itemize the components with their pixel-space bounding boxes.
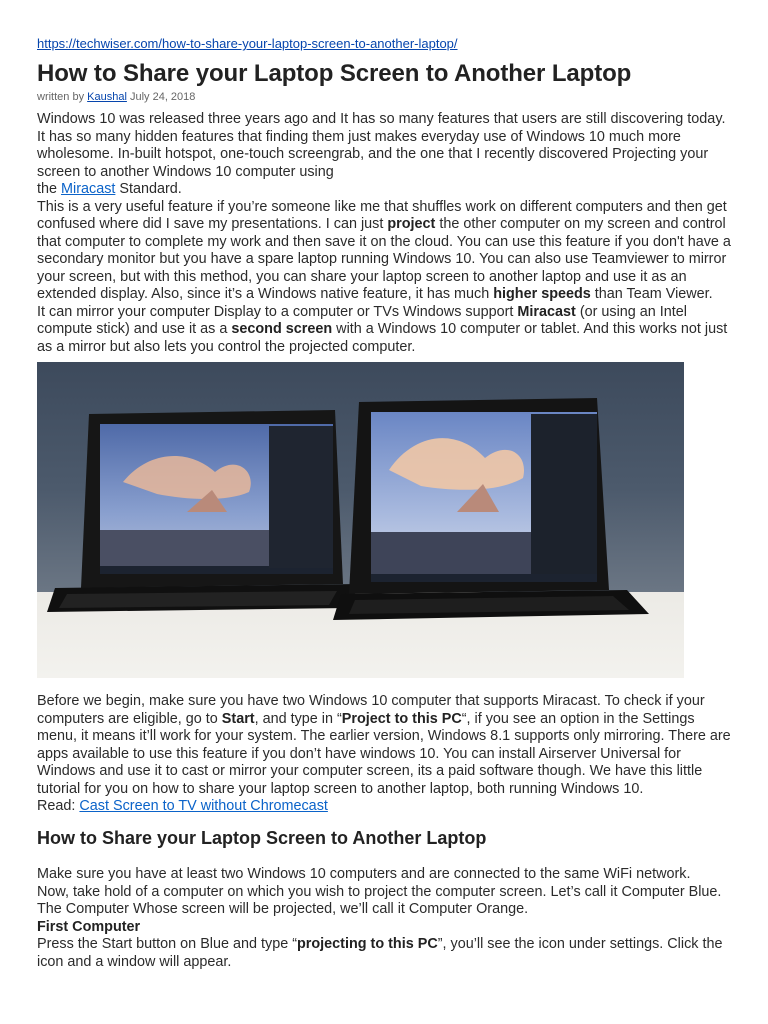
- steps-paragraph-2: Now, take hold of a computer on which you wish to project the computer screen. Let’s call it Computer Blue. The Computer Whose screen will be projected, we’ll call it Computer Orange.: [37, 883, 722, 917]
- step3-text-a: Press the Start button on Blue and type “: [37, 936, 297, 952]
- req-text-c: , and type in “: [254, 710, 342, 727]
- author-link[interactable]: Kaushal: [87, 91, 127, 103]
- first-computer-label: First Computer: [37, 918, 141, 935]
- intro-p2-bold-project: project: [387, 216, 436, 232]
- article-title: How to Share your Laptop Screen to Another Laptop: [37, 60, 632, 87]
- read-label: Read:: [37, 798, 76, 814]
- intro-p1-end: Standard.: [119, 181, 182, 197]
- steps-paragraph-1: Make sure you have at least two Windows 10 computers and are connected to the same WiFi network.: [37, 866, 691, 882]
- req-text-d: “, if you see an option in the Settings menu, it means it’ll work for your system. The earlier version, Windows 8.1 supports only mirroring. There are apps available to use this feature if you don’t have windows 10. You can install Airserver Universal for Windows and use it to cast or mirror your computer screen, its a paid software though. We have this little tutorial for you on how to share your laptop screen to another laptop, both running Windows 10.: [37, 710, 731, 797]
- req-text-a: Before we begin, make sure you have two Windows 10 computer that supports Miracast. To check if your computers are eligible, go to: [37, 693, 705, 727]
- req-bold-start: Start: [221, 710, 255, 727]
- intro-p2-bold-speeds: higher speeds: [493, 286, 591, 302]
- intro-section: [37, 111, 737, 356]
- laptops-photo-illustration: [37, 362, 684, 678]
- read-also-link[interactable]: Cast Screen to TV without Chromecast: [79, 798, 328, 814]
- byline: [37, 91, 195, 103]
- intro-paragraph-2: [37, 199, 737, 304]
- publish-date: July 24, 2018: [129, 91, 196, 103]
- intro-paragraph-1: [37, 111, 737, 199]
- intro-p3-bold-miracast: Miracast: [517, 303, 576, 320]
- intro-p2-c: the other computer on my screen and control that computer to complete my work and then save it on the cloud. You can use this feature if you don't have a secondary monitor but you have a spare laptop running Windows 10. You can also use Teamviewer to mirror your screen, but with this method, you can share your laptop screen to another laptop and use it as an extended display. Also, since it’s a Windows native feature, it has much: [37, 216, 731, 302]
- intro-p2-d: than Team Viewer.: [594, 286, 713, 302]
- section-heading: How to Share your Laptop Screen to Another Laptop: [37, 828, 487, 848]
- intro-p2-a: This is a very useful feature if you’re someone like me that shuffles work on different computers and then get confused where did I save my presentations. I can just: [37, 198, 727, 232]
- intro-p3-bold-second-screen: second screen: [231, 321, 333, 337]
- intro-p1-the: the: [37, 181, 58, 197]
- laptops-photo: [37, 362, 684, 678]
- intro-p1-text: Windows 10 was released three years ago and It has so many features that users are still discovering today. It has so many hidden features that finding them just makes everyday use of Windows 10 much more wholesome. In-built hotspot, one-touch screengrab, and the one that I recently discovered Projecting your screen to another Windows 10 computer using: [37, 111, 726, 180]
- intro-paragraph-3: [37, 304, 737, 357]
- steps-paragraph-3: [37, 936, 737, 971]
- requirements-section: [37, 693, 737, 816]
- read-also-line: [37, 798, 737, 816]
- miracast-link[interactable]: Miracast: [61, 181, 116, 197]
- intro-p3-a: It can mirror your computer Display to a computer or TVs Windows support: [37, 303, 514, 320]
- step3-text-c: ”, you’ll see the icon under settings. Click the icon and a window will appear.: [37, 936, 723, 970]
- requirements-paragraph: [37, 693, 737, 798]
- intro-p3-c: (or using an Intel compute stick) and use it as a: [37, 303, 688, 337]
- byline-prefix: written by: [37, 91, 85, 103]
- intro-p3-d: with a Windows 10 computer or tablet. And this works not just as a mirror but also lets you control the projected computer.: [37, 321, 728, 355]
- source-url-link[interactable]: https://techwiser.com/how-to-share-your-laptop-screen-to-another-laptop/: [37, 36, 458, 51]
- first-computer-subhead: [37, 919, 737, 937]
- steps-section: [37, 866, 737, 971]
- req-bold-project-to-pc: Project to this PC: [341, 710, 462, 727]
- step3-bold-search: projecting to this PC: [297, 936, 438, 952]
